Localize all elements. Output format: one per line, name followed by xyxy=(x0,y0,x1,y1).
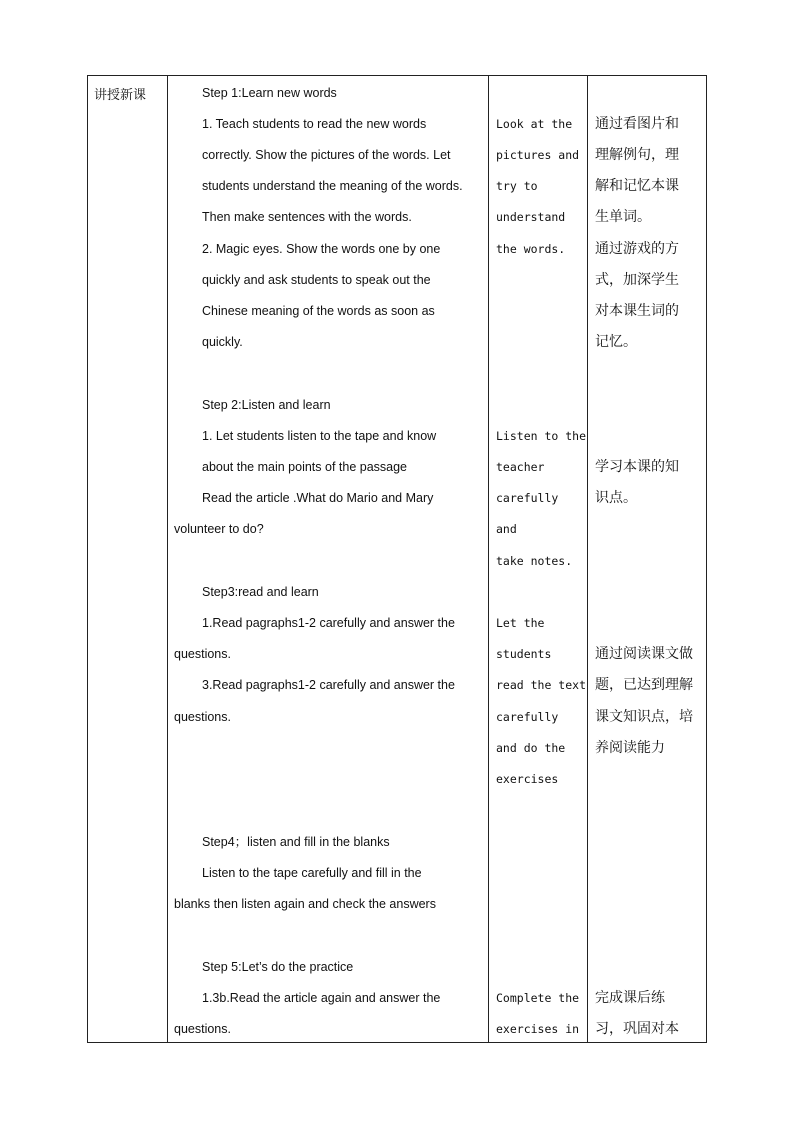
step2-line: Read the article .What do Mario and Mary xyxy=(202,491,434,505)
student-line: the words. xyxy=(496,242,566,256)
student-line: exercises xyxy=(496,772,559,786)
intent-line: 识点。 xyxy=(595,490,637,506)
step3-line: 3.Read pagraphs1-2 carefully and answer the xyxy=(202,678,455,692)
step1-line: Then make sentences with the words. xyxy=(202,210,412,224)
student-line: understand xyxy=(496,210,566,224)
intent-line: 通过看图片和 xyxy=(595,116,679,132)
step4-line: Listen to the tape carefully and fill in the xyxy=(202,866,422,880)
student-line: take notes. xyxy=(496,554,573,568)
step2-line: 1. Let students listen to the tape and know xyxy=(202,429,437,443)
step5-line: 1.3b.Read the article again and answer the xyxy=(202,991,441,1005)
step4-line: blanks then listen again and check the answers xyxy=(174,897,436,911)
step1-line: quickly and ask students to speak out the xyxy=(202,273,431,287)
step1-line: 2. Magic eyes. Show the words one by one xyxy=(202,242,441,256)
step2-line: about the main points of the passage xyxy=(202,460,408,474)
lesson-plan-table xyxy=(87,75,707,1043)
intent-line: 解和记忆本课 xyxy=(595,178,679,194)
step3-line: questions. xyxy=(174,647,231,661)
student-line: try to xyxy=(496,179,538,193)
student-line: Let the xyxy=(496,616,545,630)
student-line: Complete the xyxy=(496,991,580,1005)
step1-line: students understand the meaning of the words. xyxy=(202,179,463,193)
step2-line: volunteer to do? xyxy=(174,522,264,536)
student-line: and xyxy=(496,522,517,536)
step4-title: Step4；listen and fill in the blanks xyxy=(202,835,390,849)
student-line: and do the xyxy=(496,741,566,755)
intent-line: 题，已达到理解 xyxy=(595,677,693,693)
student-line: Listen to the xyxy=(496,429,587,443)
intent-line: 习，巩固对本 xyxy=(595,1021,679,1037)
student-line: Look at the xyxy=(496,117,573,131)
step3-line: 1.Read pagraphs1-2 carefully and answer the xyxy=(202,616,455,630)
step1-line: Chinese meaning of the words as soon as xyxy=(202,304,435,318)
intent-line: 理解例句，理 xyxy=(595,147,679,163)
intent-line: 通过阅读课文做 xyxy=(595,646,693,662)
student-line: pictures and xyxy=(496,148,580,162)
step5-title: Step 5:Let’s do the practice xyxy=(202,960,354,974)
column-divider xyxy=(587,76,588,1042)
intent-line: 生单词。 xyxy=(595,209,651,225)
intent-line: 养阅读能力 xyxy=(595,740,665,756)
step5-line: questions. xyxy=(174,1022,231,1036)
intent-line: 通过游戏的方 xyxy=(595,241,679,257)
student-line: carefully xyxy=(496,491,559,505)
intent-line: 记忆。 xyxy=(595,334,637,350)
intent-line: 学习本课的知 xyxy=(595,459,679,475)
stage-label: 讲授新课 xyxy=(94,87,147,102)
intent-line: 完成课后练 xyxy=(595,990,665,1006)
student-line: exercises in xyxy=(496,1022,580,1036)
student-line: carefully xyxy=(496,710,559,724)
step1-line: correctly. Show the pictures of the words. Let xyxy=(202,148,451,162)
column-divider xyxy=(167,76,168,1042)
intent-line: 对本课生词的 xyxy=(595,303,679,319)
step3-title: Step3:read and learn xyxy=(202,585,319,599)
step1-title: Step 1:Learn new words xyxy=(202,86,337,100)
column-divider xyxy=(488,76,489,1042)
step1-line: 1. Teach students to read the new words xyxy=(202,117,427,131)
step2-title: Step 2:Listen and learn xyxy=(202,398,331,412)
step3-line: questions. xyxy=(174,710,231,724)
intent-line: 课文知识点，培 xyxy=(595,709,693,725)
intent-line: 式，加深学生 xyxy=(595,272,679,288)
student-line: students xyxy=(496,647,552,661)
student-line: read the text xyxy=(496,678,587,692)
step1-line: quickly. xyxy=(202,335,243,349)
student-line: teacher xyxy=(496,460,545,474)
